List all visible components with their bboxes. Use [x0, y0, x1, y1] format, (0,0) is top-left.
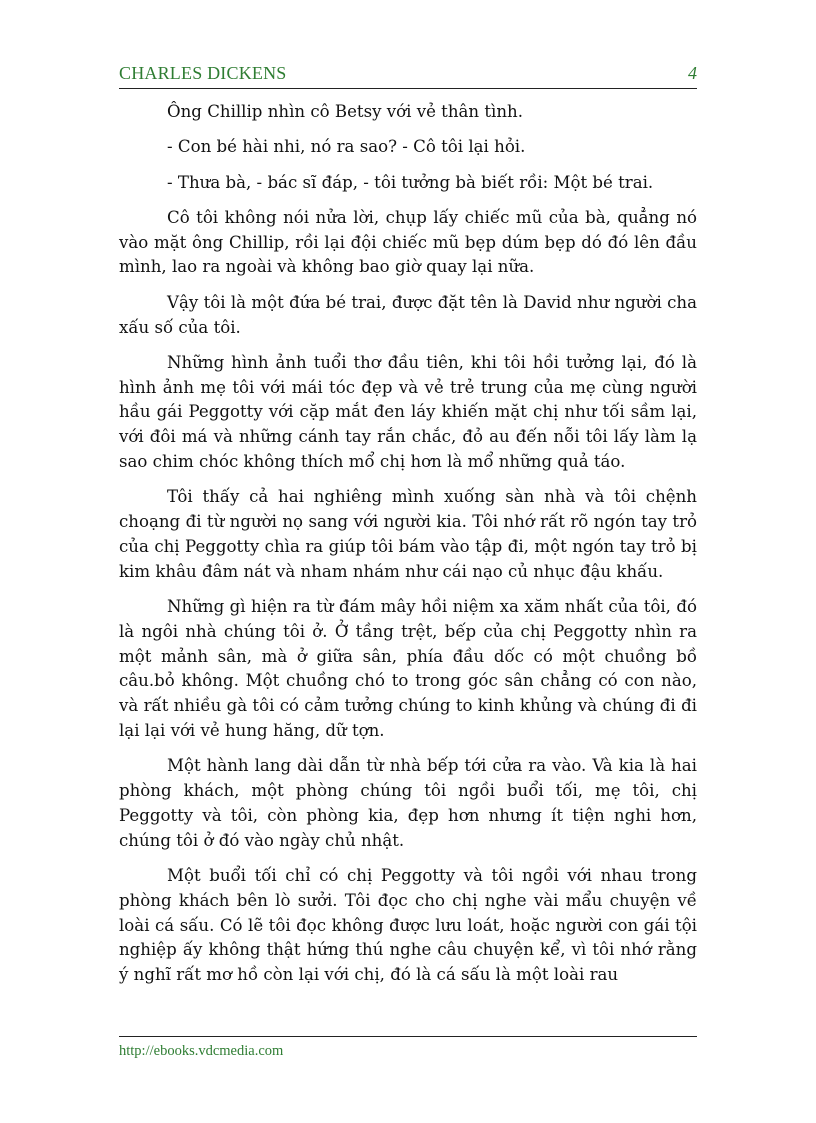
header-author: CHARLES DICKENS [119, 63, 287, 83]
paragraph: - Thưa bà, - bác sĩ đáp, - tôi tưởng bà biết rồi: Một bé trai. [167, 172, 654, 192]
paragraph: Ông Chillip nhìn cô Betsy với vẻ thân tình. [167, 102, 523, 121]
paragraph: - Con bé hài nhi, nó ra sao? - Cô tôi lại hỏi. [167, 137, 526, 157]
body-text [119, 100, 697, 999]
paragraph: Những hình ảnh tuổi thơ đầu tiên, khi tôi hồi tưởng lại, đó là hình ảnh mẹ tôi với mái tóc đẹp và vẻ trẻ trung của mẹ cùng người hầu gái Peggotty với cặp mắt đen láy khiến mặt chị như tối sầm lại, với đôi má và những cánh tay rắn chắc, đỏ au đến nỗi tôi lấy làm lạ sao chim chóc không thích mổ chị hơn là mổ những quả táo. [119, 352, 697, 472]
paragraph: Một hành lang dài dẫn từ nhà bếp tới cửa ra vào. Và kia là hai phòng khách, một phòng chúng tôi ngồi buổi tối, mẹ tôi, chị Peggotty và tôi, còn phòng kia, đẹp hơn nhưng ít tiện nghi hơn, chúng tôi ở đó vào ngày chủ nhật. [119, 756, 697, 850]
paragraph: Cô tôi không nói nửa lời, chụp lấy chiếc mũ của bà, quẳng nó vào mặt ông Chillip, rồi lại đội chiếc mũ bẹp dúm bẹp dó đó lên đầu mình, lao ra ngoài và không bao giờ quay lại nữa. [119, 207, 697, 277]
page-header [119, 62, 697, 89]
page-number: 4 [688, 63, 697, 83]
paragraph: Vậy tôi là một đứa bé trai, được đặt tên là David như người cha xấu số của tôi. [119, 292, 697, 337]
paragraph: Một buổi tối chỉ có chị Peggotty và tôi ngồi với nhau trong phòng khách bên lò sưởi. Tôi đọc cho chị nghe vài mẩu chuyện về loài cá sấu. Có lẽ tôi đọc không được lưu loát, hoặc người con gái tội nghiệp ấy không thật hứng thú nghe câu chuyện kể, vì tôi nhớ rằng ý nghĩ rất mơ hồ còn lại với chị, đó là cá sấu là một loài rau [119, 866, 697, 985]
paragraph: Những gì hiện ra từ đám mây hồi niệm xa xăm nhất của tôi, đó là ngôi nhà chúng tôi ở. Ở tầng trệt, bếp của chị Peggotty nhìn ra một mảnh sân, mà ở giữa sân, phía đầu dốc có một chuồng bồ câu.bỏ không. Một chuồng chó to trong góc sân chẳng có con nào, và rất nhiều gà tôi có cảm tưởng chúng to kinh khủng và chúng đi đi lại lại với vẻ hung hăng, dữ tợn. [119, 597, 697, 741]
paragraph: Tôi thấy cả hai nghiêng mình xuống sàn nhà và tôi chệnh choạng đi từ người nọ sang với người kia. Tôi nhớ rất rõ ngón tay trỏ của chị Peggotty chìa ra giúp tôi bám vào tập đi, một ngón tay trỏ bị kim khâu đâm nát và nham nhám như cái nạo củ nhục đậu khấu. [119, 487, 697, 581]
footer-url-link[interactable]: http://ebooks.vdcmedia.com [119, 1043, 284, 1059]
page-footer [119, 1036, 697, 1060]
